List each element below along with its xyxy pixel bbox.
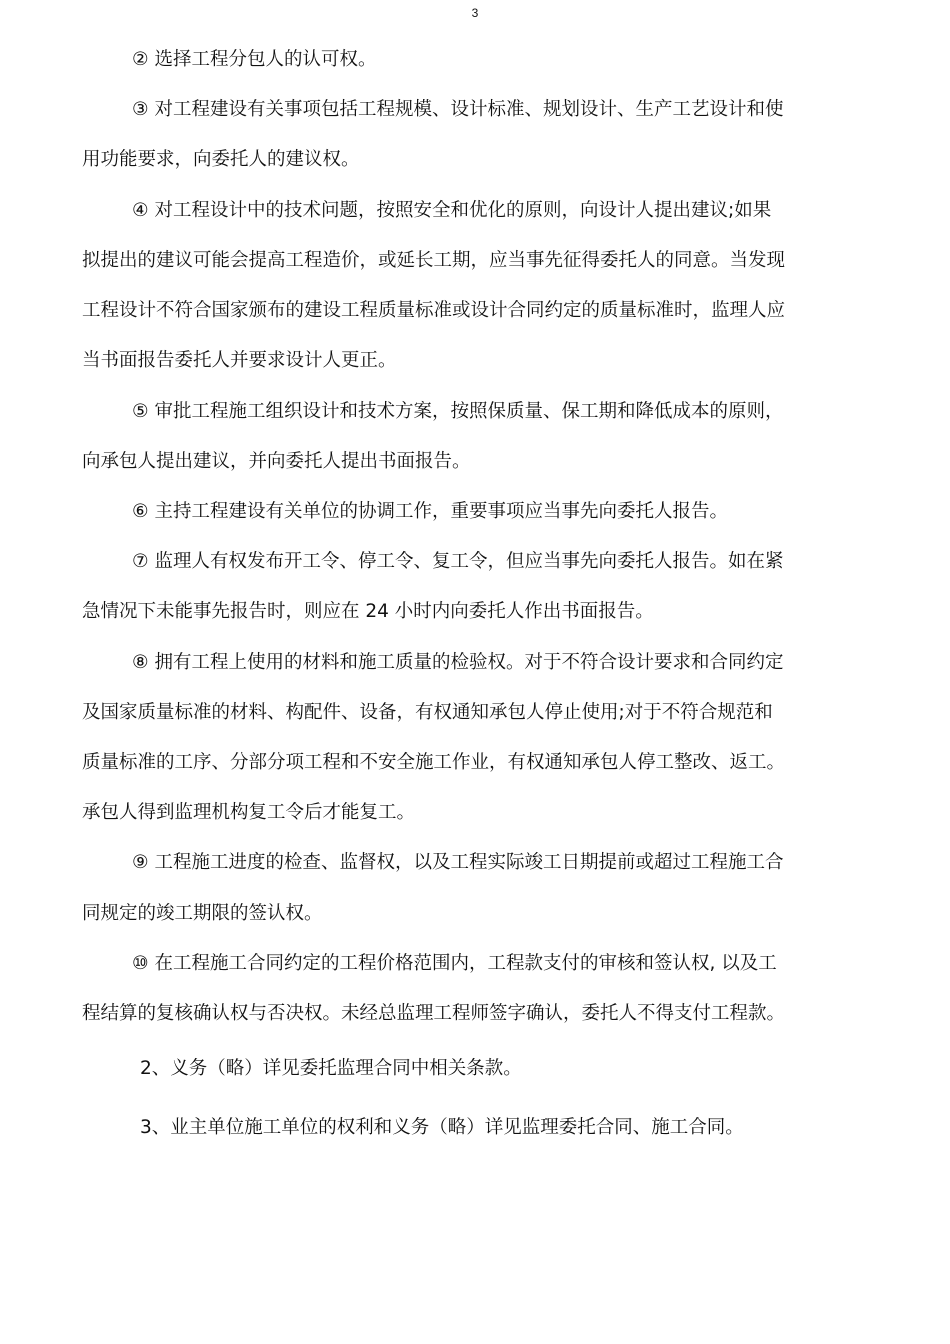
clause-3-line-2: 用功能要求，向委托人的建议权。 xyxy=(82,149,360,170)
clause-4-line-3: 工程设计不符合国家颁布的建设工程质量标准或设计合同约定的质量标准时，监理人应 xyxy=(82,300,786,321)
clause-2-line-1: ② 选择工程分包人的认可权。 xyxy=(132,49,377,70)
clause-4-line-4: 当书面报告委托人并要求设计人更正。 xyxy=(82,350,397,371)
clause-4-line-1: ④ 对工程设计中的技术问题，按照安全和优化的原则，向设计人提出建议;如果 xyxy=(132,200,772,221)
section-2-line: 2、义务（略）详见委托监理合同中相关条款。 xyxy=(140,1058,522,1079)
clause-7-line-1: ⑦ 监理人有权发布开工令、停工令、复工令，但应当事先向委托人报告。如在紧 xyxy=(132,551,784,572)
clause-5-line-2: 向承包人提出建议，并向委托人提出书面报告。 xyxy=(82,451,471,472)
clause-8-line-2: 及国家质量标准的材料、构配件、设备，有权通知承包人停止使用;对于不符合规范和 xyxy=(82,702,773,723)
clause-10-line-2: 程结算的复核确认权与否决权。未经总监理工程师签字确认，委托人不得支付工程款。 xyxy=(82,1003,786,1024)
clause-3-line-1: ③ 对工程建设有关事项包括工程规模、设计标准、规划设计、生产工艺设计和使 xyxy=(132,99,784,120)
clause-9-line-1: ⑨ 工程施工进度的检查、监督权，以及工程实际竣工日期提前或超过工程施工合 xyxy=(132,852,784,873)
clause-9-line-2: 同规定的竣工期限的签认权。 xyxy=(82,903,323,924)
clause-8-line-4: 承包人得到监理机构复工令后才能复工。 xyxy=(82,802,416,823)
clause-7-line-2: 急情况下未能事先报告时，则应在 24 小时内向委托人作出书面报告。 xyxy=(82,601,654,622)
section-3-line: 3、业主单位施工单位的权利和义务（略）详见监理委托合同、施工合同。 xyxy=(140,1117,744,1138)
clause-8-line-3: 质量标准的工序、分部分项工程和不安全施工作业，有权通知承包人停工整改、返工。 xyxy=(82,752,786,773)
clause-5-line-1: ⑤ 审批工程施工组织设计和技术方案，按照保质量、保工期和降低成本的原则， xyxy=(132,401,784,422)
page-number: 3 xyxy=(471,6,479,20)
clause-8-line-1: ⑧ 拥有工程上使用的材料和施工质量的检验权。对于不符合设计要求和合同约定 xyxy=(132,652,784,673)
clause-4-line-2: 拟提出的建议可能会提高工程造价，或延长工期，应当事先征得委托人的同意。当发现 xyxy=(82,250,786,271)
clause-6-line-1: ⑥ 主持工程建设有关单位的协调工作，重要事项应当事先向委托人报告。 xyxy=(132,501,728,522)
clause-10-line-1: ⑩ 在工程施工合同约定的工程价格范围内，工程款支付的审核和签认权, 以及工 xyxy=(132,953,777,974)
